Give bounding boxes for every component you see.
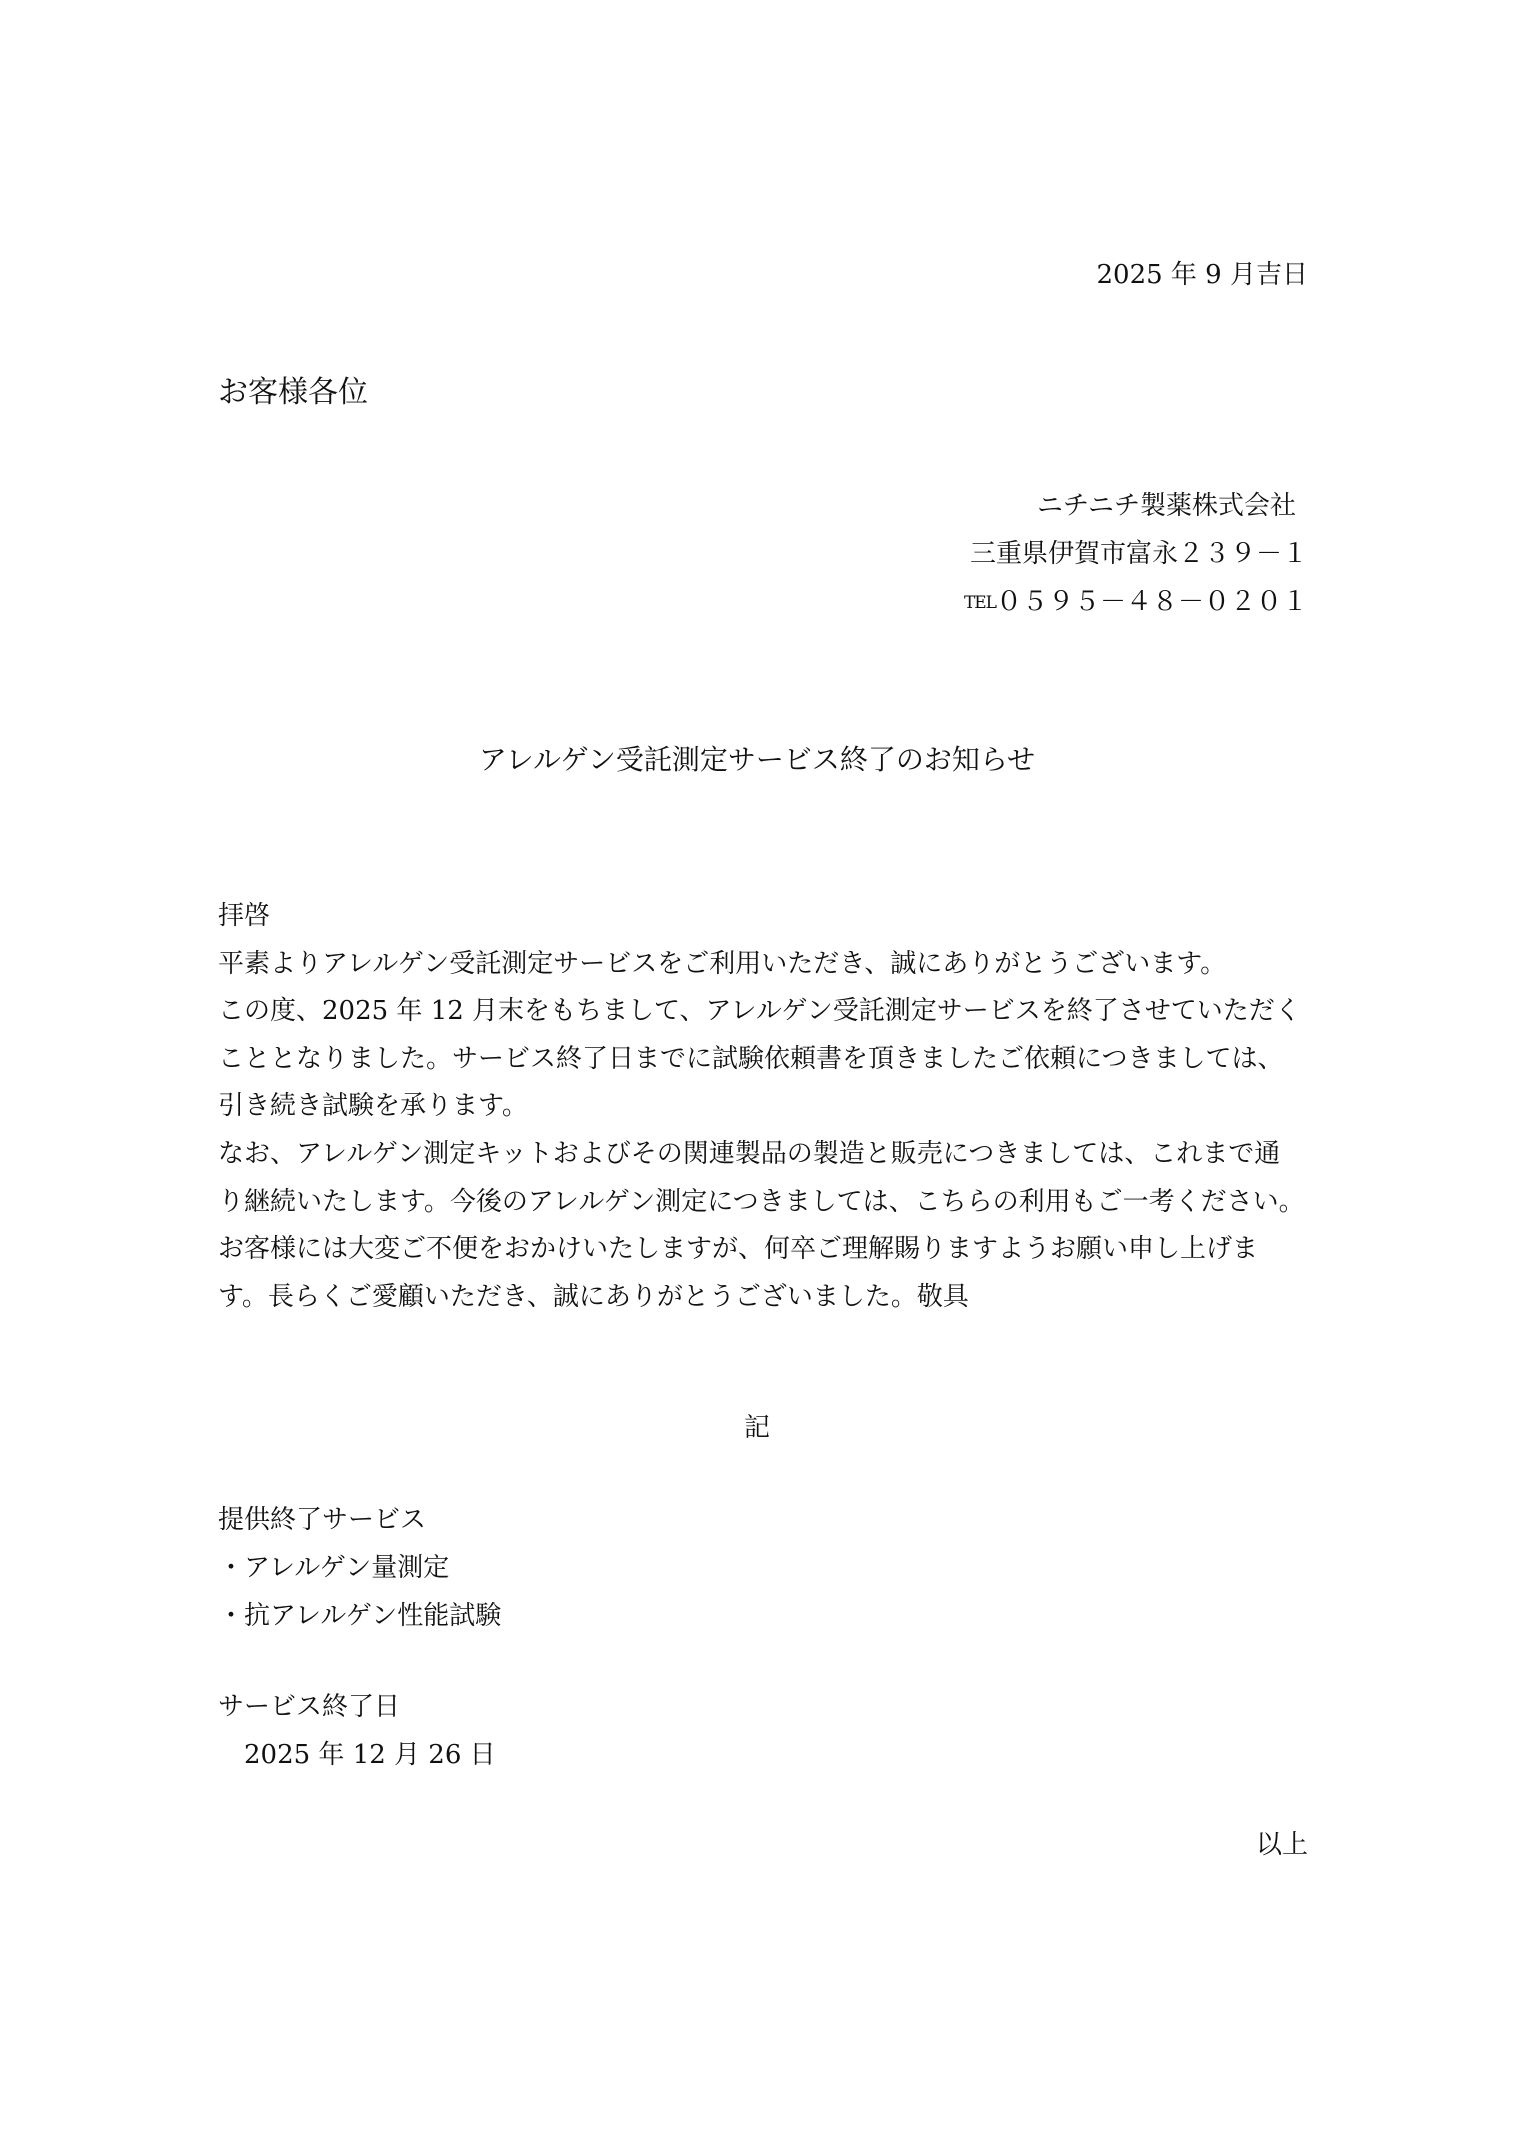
ki-marker: 記 <box>743 1413 770 1443</box>
issue-date: 2025 年 9 月吉日 <box>1096 260 1308 290</box>
letter-body <box>218 893 1338 1321</box>
end-date-heading: サービス終了日 <box>218 1692 401 1722</box>
recipient: お客様各位 <box>218 375 368 410</box>
body-line: なお、アレルゲン測定キットおよびその関連製品の製造と販売につきましては、これまで通 <box>218 1138 1281 1169</box>
closing-word: 以上 <box>1255 1830 1308 1860</box>
services-heading: 提供終了サービス <box>218 1505 427 1535</box>
body-line: り継続いたします。今後のアレルゲン測定につきましては、こちらの利用もご一考ください。 <box>218 1186 1305 1217</box>
service-item: ・アレルゲン量測定 <box>218 1553 450 1583</box>
sender-company: ニチニチ製薬株式会社 <box>1037 491 1296 521</box>
tel-number: ０５９５－４８－０２０１ <box>995 587 1308 617</box>
greeting: 拝啓 <box>218 901 271 931</box>
body-line: 平素よりアレルゲン受託測定サービスをご利用いただき、誠にありがとうございます。 <box>218 948 1227 979</box>
body-line: こととなりました。サービス終了日までに試験依頼書を頂きましたご依頼につきましては、 <box>218 1043 1284 1074</box>
body-line: この度、2025 年 12 月末をもちまして、アレルゲン受託測定サービスを終了させていただく <box>218 996 1301 1027</box>
sender-tel <box>964 585 1308 620</box>
document-title: アレルゲン受託測定サービス終了のお知らせ <box>478 743 1036 776</box>
sender-address: 三重県伊賀市富永２３９－１ <box>969 539 1308 569</box>
service-item: ・抗アレルゲン性能試験 <box>218 1601 502 1631</box>
body-line: お客様には大変ご不便をおかけいたしますが、何卒ご理解賜りますようお願い申し上げま <box>218 1234 1259 1265</box>
body-line: 引き続き試験を承ります。 <box>218 1091 528 1122</box>
tel-label: TEL <box>963 593 996 613</box>
body-line: す。長らくご愛顧いただき、誠にありがとうございました。敬具 <box>218 1281 969 1312</box>
end-date-value: 2025 年 12 月 26 日 <box>244 1740 496 1770</box>
